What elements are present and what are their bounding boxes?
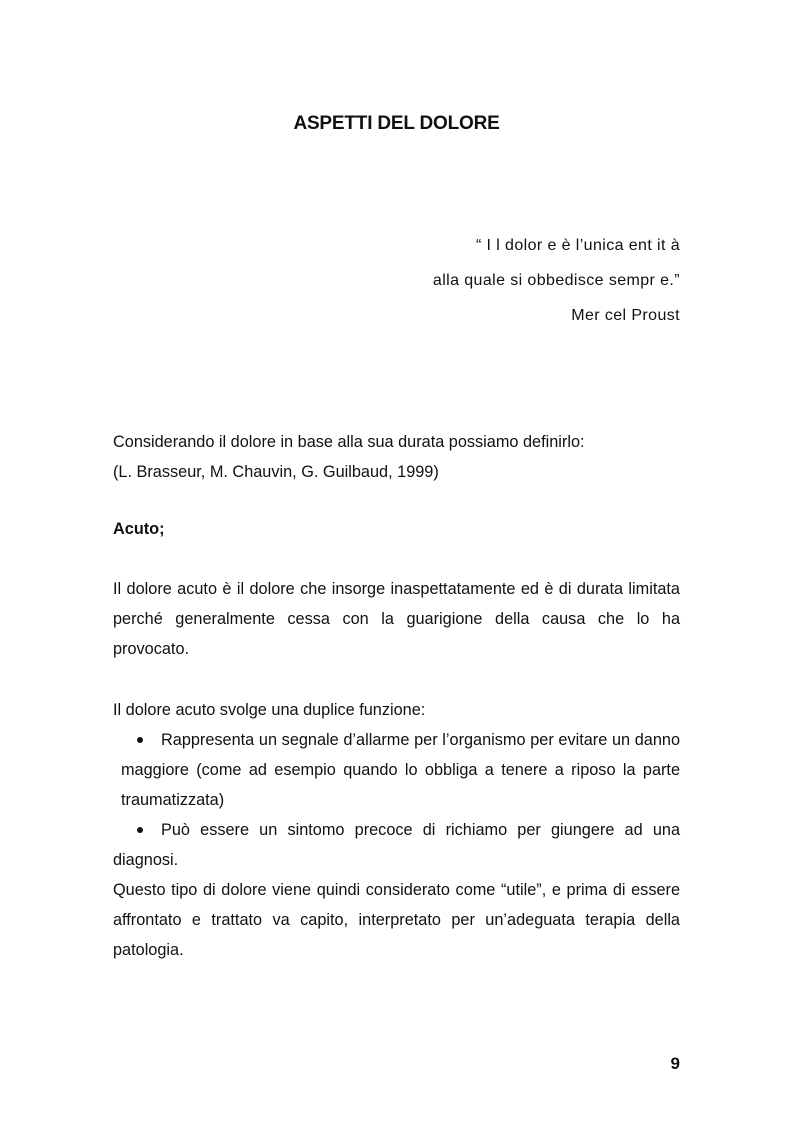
epigraph [320,228,680,333]
section-heading: Acuto; [113,520,165,538]
bullet-text-1: Rappresenta un segnale d’allarme per l’organismo per evitare un danno maggiore (come ad esempio quando lo obbliga a tenere a riposo la parte traumatizzata) [121,731,680,809]
page-title: ASPETTI DEL DOLORE [293,113,500,134]
list-item [113,725,680,815]
epigraph-line-1: “ I l dolor e è l’unica ent it à [475,237,680,254]
epigraph-line-2: alla quale si obbedisce sempr e.” [432,272,680,289]
conclusion-paragraph: Questo tipo di dolore viene quindi considerato come “utile”, e prima di essere affrontato e trattato va capito, interpretato per un’adeguata terapia della patologia. [113,881,680,959]
paragraph-acute: Il dolore acuto è il dolore che insorge inaspettatamente ed è di durata limitata perché generalmente cessa con la guarigione della causa che lo ha provocato. [113,580,680,658]
page-number: 9 [670,1054,680,1073]
function-block [113,695,680,875]
bullet-text-2: Può essere un sintomo precoce di richiamo per giungere ad una diagnosi. [113,821,680,869]
bullet-icon [137,737,143,743]
intro-line-1: Considerando il dolore in base alla sua durata possiamo definirlo: [113,433,585,451]
intro-block [113,427,680,487]
bullet-icon [137,827,143,833]
bullet-list [113,725,680,875]
intro-citation: (L. Brasseur, M. Chauvin, G. Guilbaud, 1999) [113,463,439,481]
epigraph-author: Mer cel Proust [571,307,680,324]
list-item [113,815,680,875]
function-intro: Il dolore acuto svolge una duplice funzione: [113,701,426,719]
